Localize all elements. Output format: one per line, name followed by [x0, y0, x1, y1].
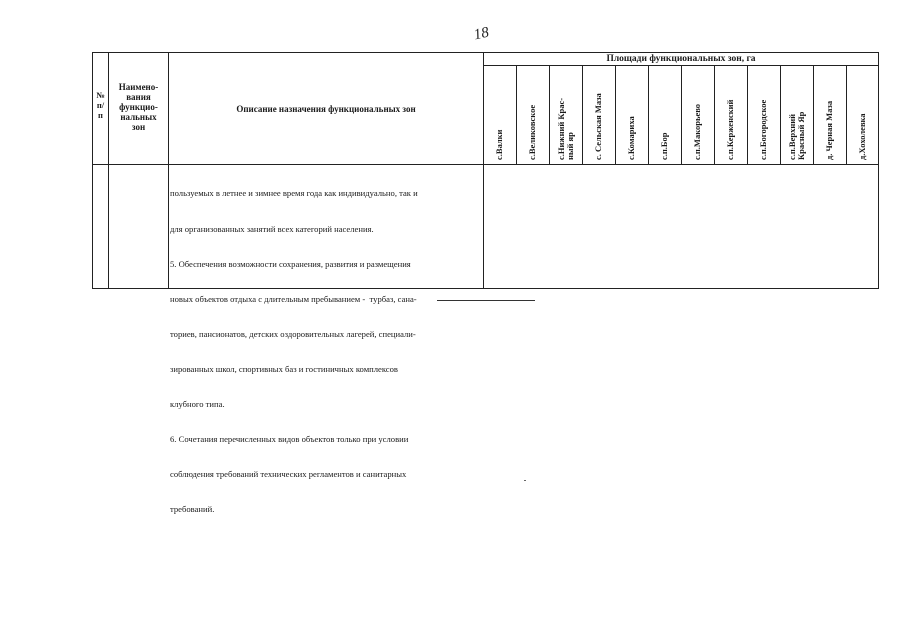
- description-line: 5. Обеспечения возможности сохранения, развития и размещения: [170, 258, 411, 269]
- scan-speck: [524, 480, 526, 481]
- settlement-divider: [615, 65, 616, 164]
- settlement-label-khokholevka: д.Хохолевка: [857, 113, 867, 160]
- settlement-label-kerzhensky: с.п.Керженский: [725, 99, 735, 160]
- settlement-label-valki: с.Валки: [494, 129, 504, 160]
- settlement-label-bogorodskoe: с.п.Богородское: [758, 99, 768, 160]
- functional-zones-table: [92, 52, 879, 515]
- description-line: для организованных занятий всех категорий населения.: [170, 223, 374, 234]
- settlement-divider: [516, 65, 517, 164]
- settlement-label-selskaya-maza: с. Сельская Маза: [593, 93, 603, 160]
- description-line: 6. Сочетания перечисленных видов объектов только при условии: [170, 434, 409, 445]
- description-line: требований.: [170, 504, 215, 515]
- zone-description-text: [170, 165, 560, 540]
- description-line: клубного типа.: [170, 399, 225, 410]
- settlement-divider: [780, 65, 781, 164]
- settlement-divider: [549, 65, 550, 164]
- settlement-label-velikovskoe: с.Великовское: [527, 104, 537, 160]
- areas-group-header: Площади функциональных зон, га: [606, 54, 756, 64]
- settlement-label-nizhniy-krasny-yar: с.Нижний Крас- ный яр: [556, 97, 575, 160]
- col-description-header: Описание назначения функциональных зон: [236, 104, 416, 114]
- settlement-divider: [813, 65, 814, 164]
- settlement-divider: [846, 65, 847, 164]
- description-line: пользуемых в летнее и зимнее время года как индивидуально, так и: [170, 188, 418, 199]
- page-number: 18: [472, 24, 491, 44]
- settlement-divider: [648, 65, 649, 164]
- settlement-divider: [582, 65, 583, 164]
- settlement-divider: [681, 65, 682, 164]
- description-line: зированных школ, спортивных баз и гостиничных комплексов: [170, 363, 398, 374]
- settlement-divider: [747, 65, 748, 164]
- settlement-label-bor: с.п.Бор: [659, 132, 669, 160]
- settlement-divider: [714, 65, 715, 164]
- col-divider-2: [168, 52, 169, 289]
- settlement-label-verkhniy-krasny-yar: с.п.Верхний Красный Яр: [787, 111, 806, 160]
- settlement-label-makorevo: с.п.Макорьево: [692, 103, 702, 160]
- description-line: новых объектов отдыха с длительным пребыванием - турбаз, сана-: [170, 293, 417, 304]
- col-name-header: Наимено- вания функцио- нальных зон: [118, 82, 159, 132]
- description-line: соблюдения требований технических регламентов и санитарных: [170, 469, 407, 480]
- end-of-table-rule: [437, 300, 535, 301]
- col-number-header: № п/ п: [96, 90, 105, 120]
- settlement-label-komarikha: с.Комариха: [626, 116, 636, 160]
- settlement-label-chernaya-maza: д. Черная Маза: [824, 100, 834, 160]
- description-line: ториев, пансионатов, детских оздоровительных лагерей, специали-: [170, 328, 416, 339]
